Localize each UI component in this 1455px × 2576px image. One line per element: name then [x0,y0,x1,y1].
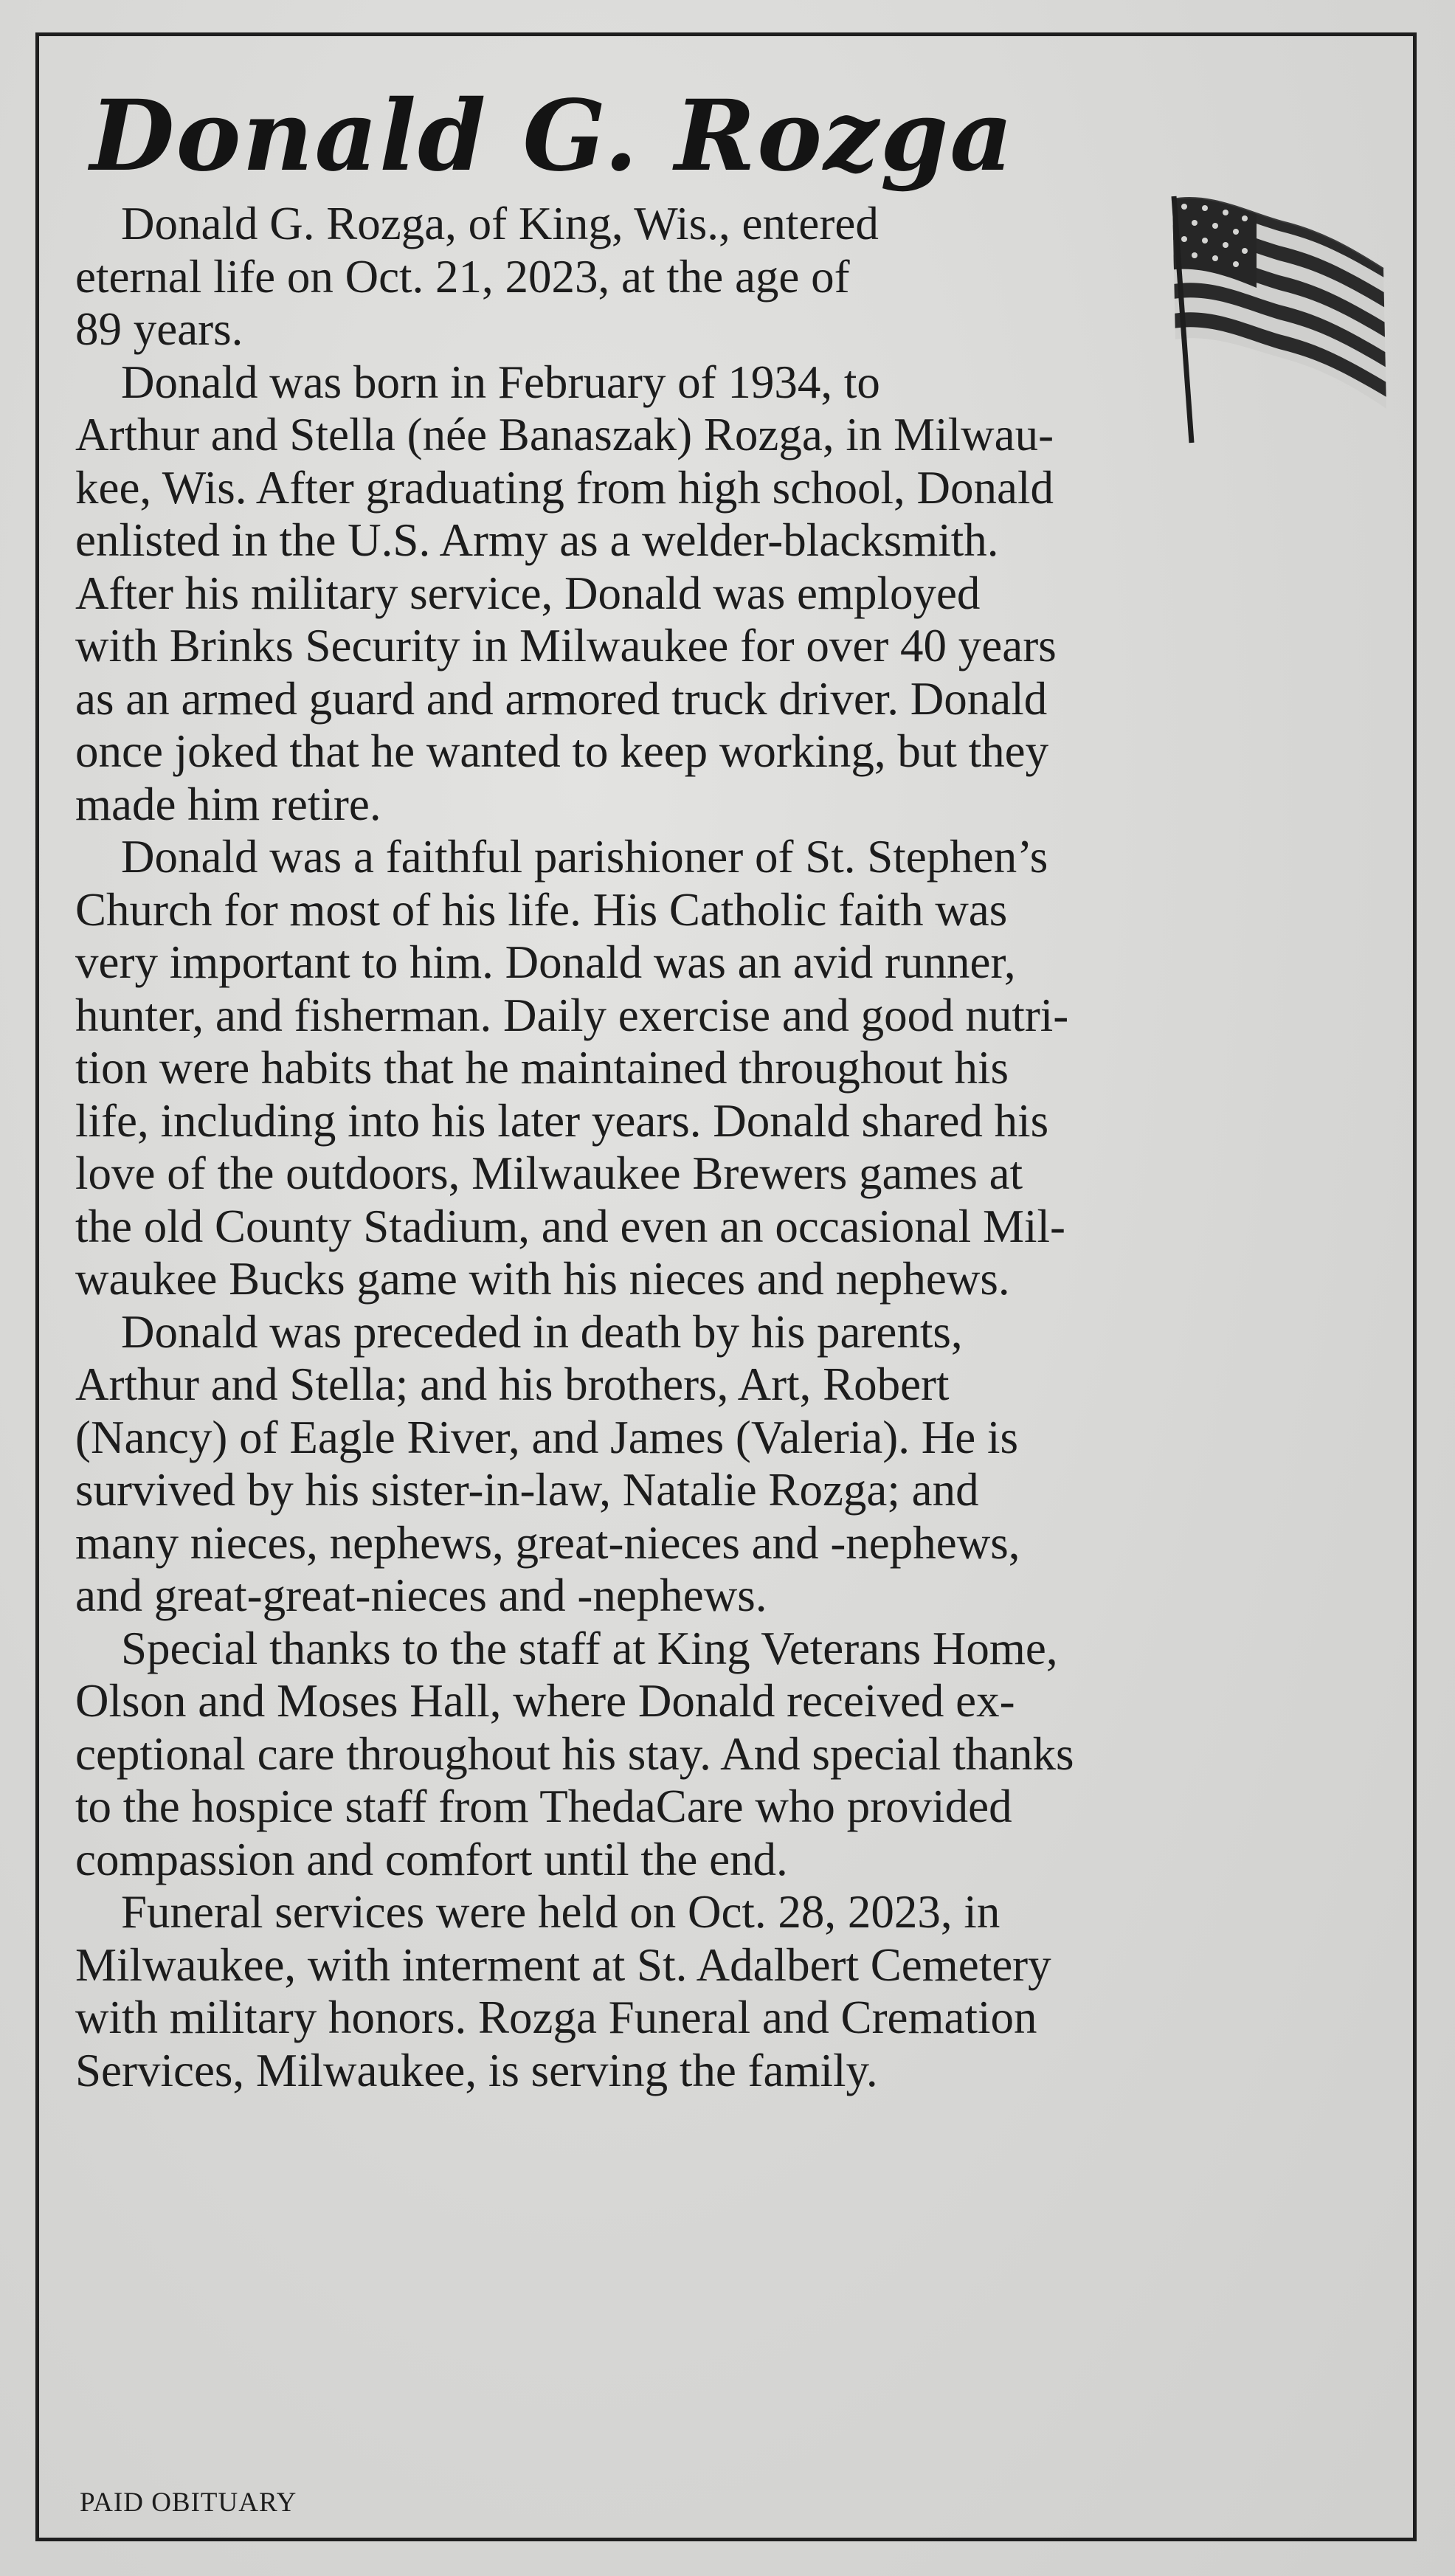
obituary-line: Arthur and Stella (née Banaszak) Rozga, in Milwau- [75,409,1054,460]
obituary-line: Milwaukee, with interment at St. Adalbert Cemetery [75,1938,1051,1991]
obituary-body [75,198,1411,2097]
obituary-line: once joked that he wanted to keep working, but they [75,725,1049,777]
obituary-line: Olson and Moses Hall, where Donald received ex- [75,1675,1015,1727]
obituary-line: Services, Milwaukee, is serving the family. [75,2044,878,2096]
obituary-line: as an armed guard and armored truck driver. Donald [75,672,1048,725]
obituary-line: ceptional care throughout his stay. And special thanks [75,1727,1074,1780]
obituary-line: Donald was a faithful parishioner of St. Stephen’s [121,831,1048,883]
obituary-line: and great-great-nieces and -nephews. [75,1570,767,1621]
obituary-line: life, including into his later years. Donald shared his [75,1094,1049,1147]
obituary-line: Donald was preceded in death by his parents, [121,1305,963,1358]
obituary-line: Church for most of his life. His Catholic faith was [75,883,1008,936]
obituary-line: waukee Bucks game with his nieces and nephews. [75,1253,1010,1305]
obituary-line: Arthur and Stella; and his brothers, Art, Robert [75,1358,950,1410]
obituary-line: (Nancy) of Eagle River, and James (Valeria). He is [75,1411,1018,1463]
obituary-title: Donald G. Rozga [90,79,1015,193]
obituary-line: Donald G. Rozga, of King, Wis., entered [121,198,879,249]
obituary-line: with Brinks Security in Milwaukee for over 40 years [75,620,1057,671]
obituary-line: survived by his sister-in-law, Natalie Rozga; and [75,1464,979,1516]
obituary-line: with military honors. Rozga Funeral and Cremation [75,1992,1037,2043]
obituary-line: compassion and comfort until the end. [75,1833,788,1885]
obituary-line: kee, Wis. After graduating from high school, Donald [75,461,1054,514]
obituary-line: tion were habits that he maintained throughout his [75,1042,1009,1094]
obituary-line: Donald was born in February of 1934, to [121,356,880,408]
obituary-line: to the hospice staff from ThedaCare who provided [75,1781,1012,1832]
paid-obituary-label: PAID OBITUARY [80,2487,297,2518]
obituary-line: very important to him. Donald was an avid runner, [75,936,1016,988]
obituary-line: the old County Stadium, and even an occasional Mil- [75,1200,1065,1252]
obituary-line: hunter, and fisherman. Daily exercise and good nutri- [75,989,1069,1041]
obituary-line: Special thanks to the staff at King Veterans Home, [121,1622,1058,1674]
obituary-line: many nieces, nephews, great-nieces and -nephews, [75,1516,1020,1569]
obituary-line: After his military service, Donald was employed [75,567,981,619]
obituary-line: eternal life on Oct. 21, 2023, at the age of [75,250,850,303]
obituary-line: 89 years. [75,303,243,355]
obituary-line: Funeral services were held on Oct. 28, 2023, in [121,1886,1000,1938]
obituary-line: love of the outdoors, Milwaukee Brewers games at [75,1147,1023,1199]
obituary-line: made him retire. [75,778,381,830]
obituary-line: enlisted in the U.S. Army as a welder-blacksmith. [75,514,999,566]
